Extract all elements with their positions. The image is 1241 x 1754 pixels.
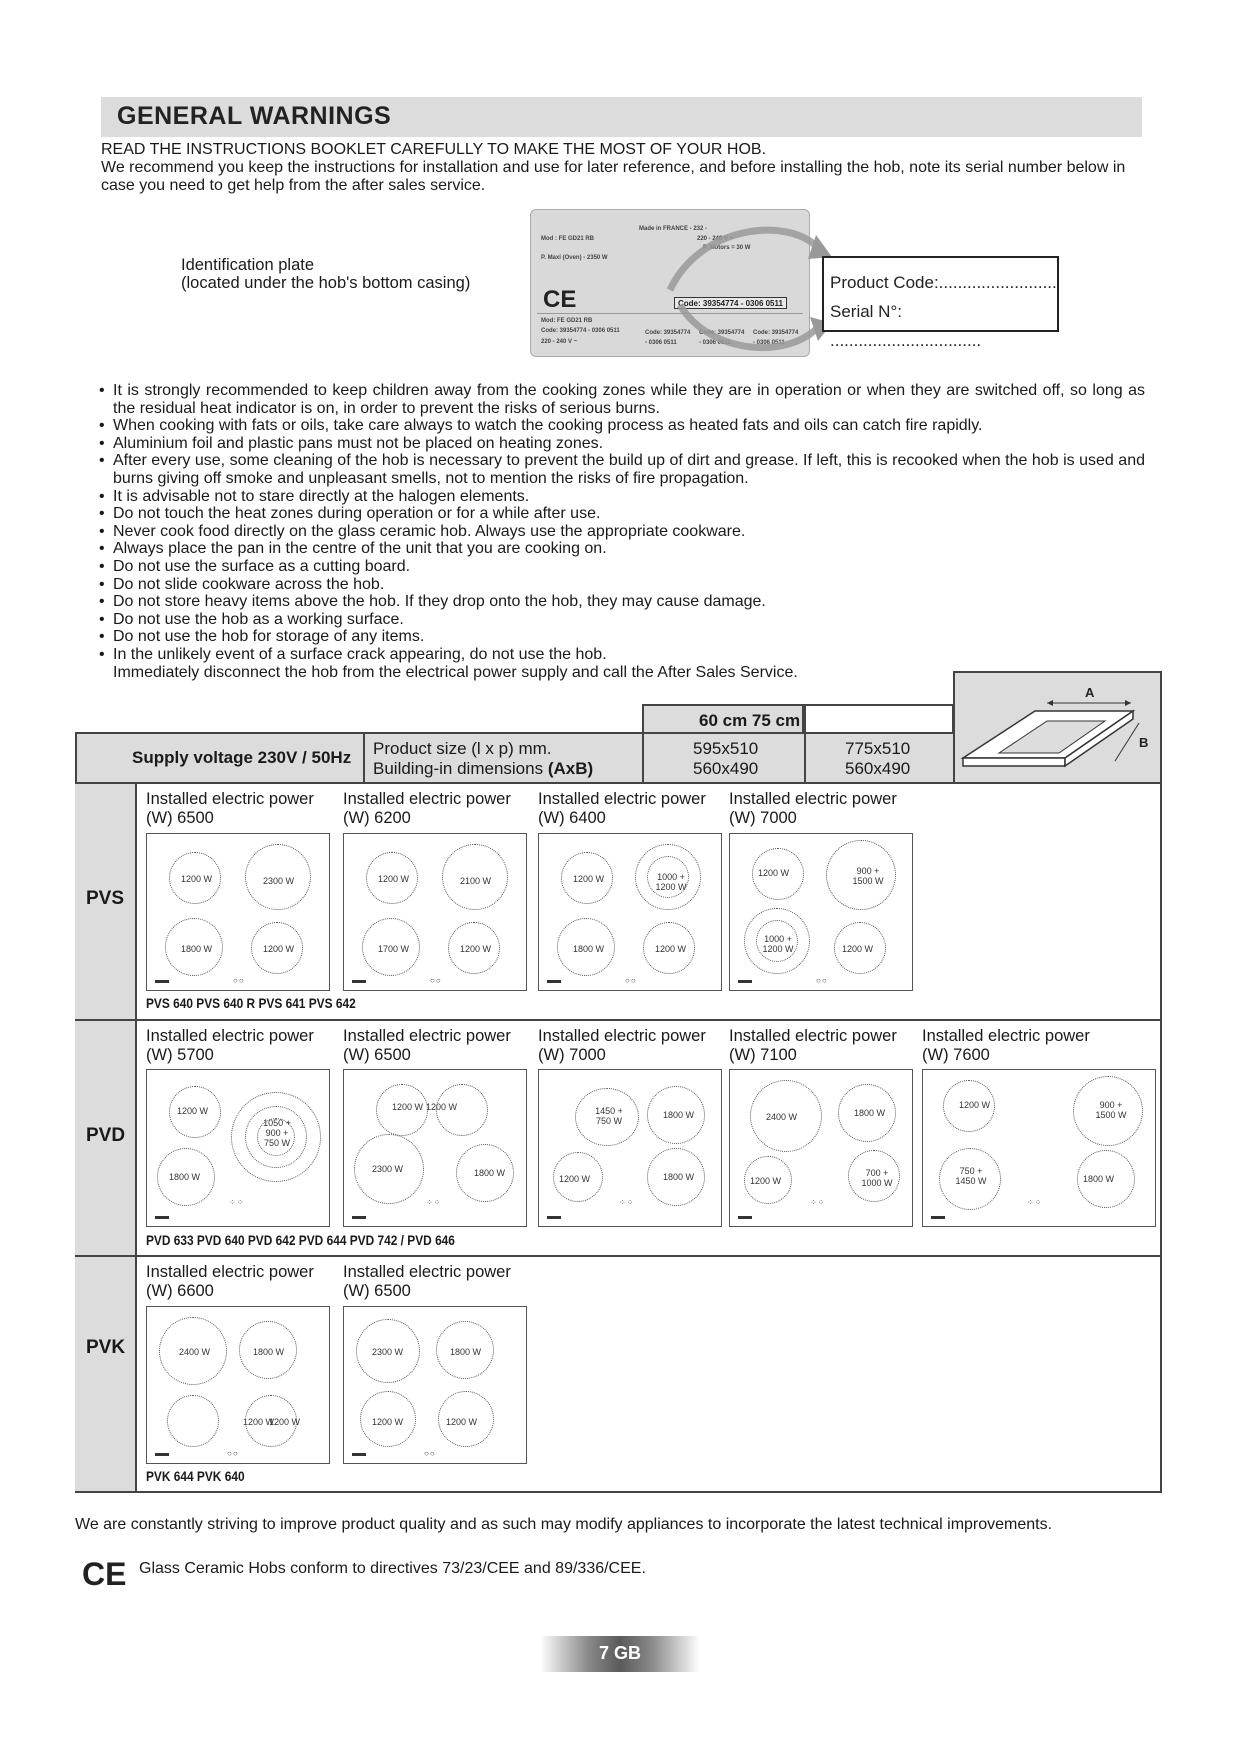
- pvs-cell-3: Installed electric power (W) 6400: [538, 790, 706, 827]
- hob-dimension-diagram: [953, 671, 1162, 784]
- ce-mark-plate-icon: CE: [543, 286, 577, 313]
- plate-code-col-3: Code: 39354774: [753, 330, 799, 336]
- footer-note: We are constantly striving to improve product quality and as such may modify appliances to incorporate the latest technical improvements.: [75, 1516, 1053, 1533]
- pvs-power-1: (W) 6500: [146, 809, 214, 827]
- plate-code-2: Code: 39354774 - 0306 0511: [541, 328, 620, 334]
- diagram-label-a: A: [1085, 685, 1095, 700]
- pvs-power-3: (W) 6400: [538, 809, 606, 827]
- controls-icon: ○○: [424, 1449, 436, 1458]
- pvd-cell-2: Installed electric power (W) 6500: [343, 1027, 511, 1064]
- brand-mark: [931, 1216, 945, 1219]
- dim-75-product: 775x510: [845, 739, 911, 758]
- pvd-cell-1: Installed electric power (W) 5700: [146, 1027, 314, 1064]
- brand-mark: [352, 980, 366, 983]
- product-code-box: [822, 256, 1059, 350]
- warning-item: • Always place the pan in the centre of the unit that you are cooking on.: [99, 540, 1145, 558]
- plate-code-col2-1: - 0306 0511: [645, 340, 677, 346]
- warning-item: • It is strongly recommended to keep children away from the cooking zones while they are in operation or when they are switched off, so long as the residual heat indicator is on, in order to prevent the risks of serious burns.: [99, 382, 1145, 417]
- brand-mark: [155, 1453, 169, 1456]
- hob-diagram: 1200 W 2300 W 1800 W 1200 W ○○: [146, 833, 330, 991]
- brand-mark: [547, 1216, 561, 1219]
- pvd-power-5: (W) 7600: [922, 1046, 990, 1064]
- pvs-models: PVS 640 PVS 640 R PVS 641 PVS 642: [146, 995, 356, 1011]
- size-header-label: 60 cm 75 cm: [699, 711, 801, 730]
- size-header-ext: [804, 704, 954, 734]
- plate-code-col-2: Code: 39354774: [699, 330, 745, 336]
- warning-item: • Never cook food directly on the glass ceramic hob. Always use the appropriate cookware.: [99, 523, 1145, 541]
- header-divider: [363, 732, 365, 784]
- hob-diagram: 1450 + 750 W 1800 W 1200 W 1800 W ⁘⁘: [538, 1069, 722, 1227]
- warning-item: • When cooking with fats or oils, take care always to watch the cooking process as heated fats and oils can catch fire rapidly.: [99, 417, 1145, 435]
- dim-60-product: 595x510: [693, 739, 759, 758]
- pvd-power-4: (W) 7100: [729, 1046, 797, 1064]
- plate-mod: Mod : FE GD21 RB: [541, 236, 595, 242]
- intro-text: [101, 141, 1151, 195]
- hob-diagram: 1200 W 900 + 1500 W 750 + 1450 W 1800 W ⁘⁘: [922, 1069, 1156, 1227]
- plate-voltage: 220 - 240 V ~: [697, 236, 734, 242]
- brand-mark: [155, 1216, 169, 1219]
- page-title: GENERAL WARNINGS: [117, 102, 392, 130]
- plate-mod-2: Mod: FE GD21 RB: [541, 318, 593, 324]
- hob-diagram: 1200 W 1050 + 900 + 750 W 1800 W ⁘⁘: [146, 1069, 330, 1227]
- page-number: 7 GB: [598, 1643, 641, 1663]
- warning-item: • Aluminium foil and plastic pans must not be placed on heating zones.: [99, 435, 1145, 453]
- warning-item: • Do not use the hob for storage of any items.: [99, 628, 1145, 646]
- pvs-cell-2: Installed electric power (W) 6200: [343, 790, 511, 827]
- row-divider: [75, 1255, 1162, 1257]
- serial-number-field: Serial N°: ................................: [830, 302, 982, 350]
- brand-mark: [738, 980, 752, 983]
- row-label-pvd: PVD: [75, 1021, 137, 1257]
- building-in-axb: (AxB): [547, 759, 594, 778]
- building-in-label: Building-in dimensions: [373, 759, 548, 778]
- controls-icon: ⁘⁘: [619, 1198, 635, 1207]
- controls-icon: ⁘⁘: [229, 1198, 245, 1207]
- brand-mark: [352, 1216, 366, 1219]
- pvd-power-2: (W) 6500: [343, 1046, 411, 1064]
- intro-line-2: We recommend you keep the instructions for installation and use for later reference, and before installing the hob, note its serial number below in case you need to get help from the after sales service.: [101, 159, 1126, 194]
- warning-item: • After every use, some cleaning of the hob is necessary to prevent the build up of dirt and grease. If left, this is recooked when the hob is used and burns giving off smoke and unpleasant smells, not to mention the risks of fire propagation.: [99, 452, 1145, 487]
- product-size-label: Product size (l x p) mm.: [373, 739, 552, 758]
- hob-outline-icon: [955, 673, 1160, 782]
- brand-mark: [547, 980, 561, 983]
- warning-item: • It is advisable not to stare directly at the halogen elements.: [99, 488, 1145, 506]
- warning-item: • In the unlikely event of a surface crack appearing, do not use the hob.: [99, 646, 1145, 664]
- id-plate-label-line2: (located under the hob's bottom casing): [181, 274, 471, 292]
- dim-60-building: 560x490: [693, 759, 759, 778]
- brand-mark: [352, 1453, 366, 1456]
- controls-icon: ○○: [430, 976, 442, 985]
- hob-diagram: 2400 W 1800 W 1200 W 700 + 1000 W ⁘⁘: [729, 1069, 913, 1227]
- pvd-models: PVD 633 PVD 640 PVD 642 PVD 644 PVD 742 / PVD 646: [146, 1232, 455, 1248]
- id-plate-label-line1: Identification plate: [181, 256, 315, 274]
- controls-icon: ○○: [816, 976, 828, 985]
- plate-pmaxi: P. Maxi (Oven) - 2350 W: [541, 255, 608, 261]
- pvd-cell-4: Installed electric power (W) 7100: [729, 1027, 897, 1064]
- controls-icon: ⁘⁘: [426, 1198, 442, 1207]
- section-banner: [101, 97, 1142, 137]
- hob-diagram: 2300 W 1800 W 1200 W 1200 W ○○: [343, 1306, 527, 1464]
- row-divider: [75, 1019, 1162, 1021]
- row-label-pvs: PVS: [75, 784, 137, 1020]
- controls-icon: ○○: [625, 976, 637, 985]
- pvs-cell-4: Installed electric power (W) 7000: [729, 790, 897, 827]
- plate-code-col-1: Code: 39354774: [645, 330, 691, 336]
- header-divider: [642, 732, 644, 784]
- controls-icon: ⁘⁘: [810, 1198, 826, 1207]
- dim-75-building: 560x490: [845, 759, 911, 778]
- hob-diagram: 1200 W 1000 + 1200 W 1800 W 1200 W ○○: [538, 833, 722, 991]
- pvk-cell-2: Installed electric power (W) 6500: [343, 1263, 511, 1300]
- pvk-power-2: (W) 6500: [343, 1282, 411, 1300]
- warning-continuation-text: Immediately disconnect the hob from the electrical power supply and call the After Sales Service.: [113, 663, 798, 681]
- intro-line-1: READ THE INSTRUCTIONS BOOKLET CAREFULLY TO MAKE THE MOST OF YOUR HOB.: [101, 141, 767, 158]
- pvs-power-4: (W) 7000: [729, 809, 797, 827]
- diagram-label-b: B: [1139, 735, 1149, 750]
- size-header: [642, 704, 804, 734]
- pvd-power-1: (W) 5700: [146, 1046, 214, 1064]
- supply-voltage: Supply voltage 230V / 50Hz: [132, 748, 352, 767]
- controls-icon: ○○: [233, 976, 245, 985]
- plate-motors: P. Motors = 30 W: [703, 245, 751, 251]
- plate-voltage-2: 220 - 240 V ~: [541, 339, 578, 345]
- pvs-power-2: (W) 6200: [343, 809, 411, 827]
- hob-diagram: 2400 W 1800 W 1200 W 1200 W ○○: [146, 1306, 330, 1464]
- pvs-cell-1: Installed electric power (W) 6500: [146, 790, 314, 827]
- dims-75cm: [845, 739, 910, 779]
- row-label-pvk: PVK: [75, 1257, 137, 1491]
- plate-made-in: Made in FRANCE - 232 -: [639, 226, 708, 232]
- id-plate-label: [181, 256, 470, 292]
- hob-diagram: 1200 W 2100 W 1700 W 1200 W ○○: [343, 833, 527, 991]
- plate-code-col2-3: - 0306 0511: [753, 340, 785, 346]
- pvk-cell-1: Installed electric power (W) 6600: [146, 1263, 314, 1300]
- dims-60cm: [693, 739, 758, 779]
- header-divider: [804, 704, 806, 784]
- warning-item: • Do not store heavy items above the hob. If they drop onto the hob, they may cause damage.: [99, 593, 1145, 611]
- ce-mark-icon: CE: [82, 1556, 127, 1592]
- brand-mark: [738, 1216, 752, 1219]
- pvk-power-1: (W) 6600: [146, 1282, 214, 1300]
- product-size-labels: [373, 739, 593, 779]
- controls-icon: ○○: [227, 1449, 239, 1458]
- pvd-power-3: (W) 7000: [538, 1046, 606, 1064]
- plate-code-box: Code: 39354774 - 0306 0511: [674, 297, 787, 309]
- pvd-cell-3: Installed electric power (W) 7000: [538, 1027, 706, 1064]
- pvd-cell-5: Installed electric power (W) 7600: [922, 1027, 1090, 1064]
- warning-item: • Do not use the surface as a cutting board.: [99, 558, 1145, 576]
- conformity-text: Glass Ceramic Hobs conform to directives 73/23/CEE and 89/336/CEE.: [139, 1560, 646, 1577]
- arrows-icon: [640, 205, 840, 365]
- pvk-models: PVK 644 PVK 640: [146, 1468, 245, 1484]
- warnings-list: [99, 382, 1145, 681]
- hob-diagram: 1200 W 900 + 1500 W 1000 + 1200 W 1200 W ○○: [729, 833, 913, 991]
- warning-item: • Do not slide cookware across the hob.: [99, 576, 1145, 594]
- controls-icon: ⁘⁘: [1027, 1198, 1043, 1207]
- hob-diagram: 1200 W 1200 W 2300 W 1800 W ⁘⁘: [343, 1069, 527, 1227]
- warning-item: • Do not use the hob as a working surface.: [99, 611, 1145, 629]
- product-code-field: Product Code:.........................: [830, 273, 1057, 292]
- brand-mark: [155, 980, 169, 983]
- plate-code-col2-2: - 0306 0511: [699, 340, 731, 346]
- page-number-tab: [540, 1636, 700, 1672]
- warning-item: • Do not touch the heat zones during operation or for a while after use.: [99, 505, 1145, 523]
